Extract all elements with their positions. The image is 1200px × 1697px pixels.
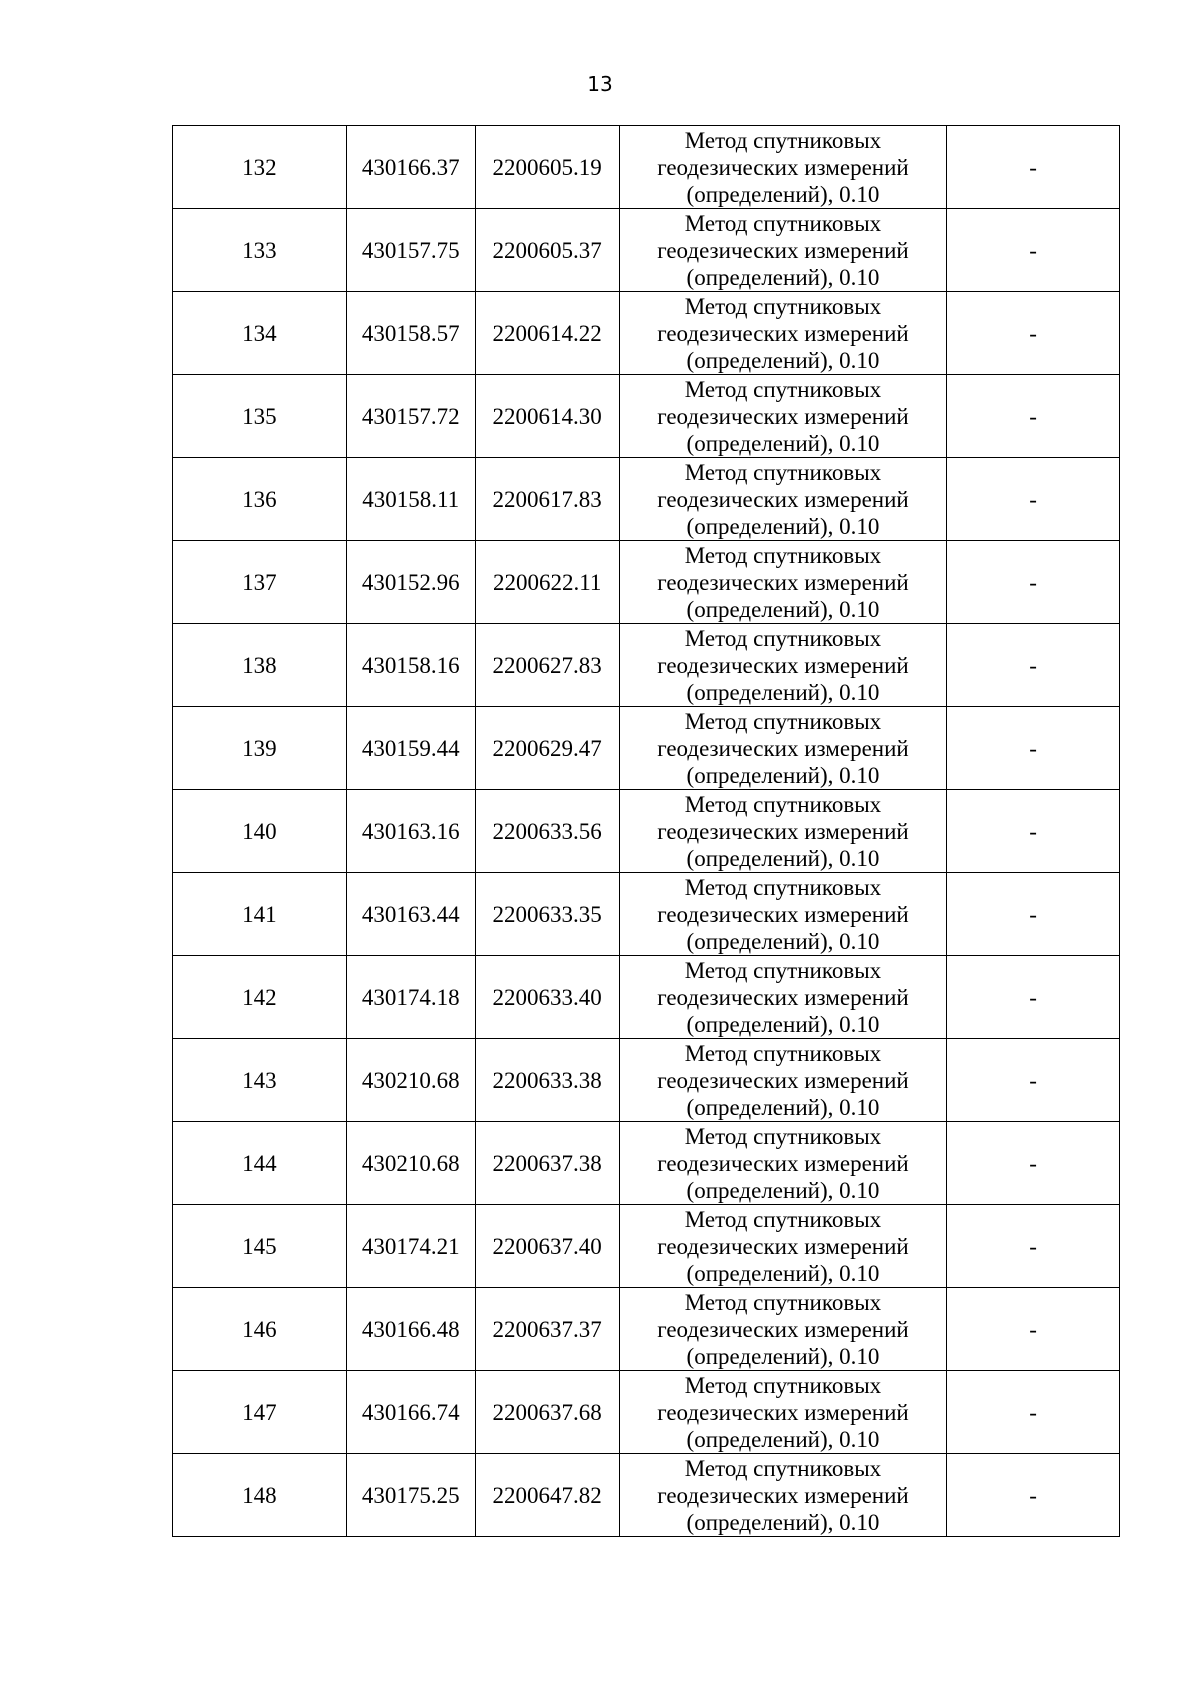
method-cell xyxy=(619,707,947,790)
point-number-cell: 134 xyxy=(173,292,347,375)
method-line: (определений), 0.10 xyxy=(686,1094,880,1120)
method-line: геодезических измерений xyxy=(657,1067,909,1093)
x-coordinate-cell: 430166.74 xyxy=(346,1371,475,1454)
point-number-cell: 141 xyxy=(173,873,347,956)
table-row xyxy=(173,209,1120,292)
method-line: Метод спутниковых xyxy=(684,293,882,319)
extra-cell: - xyxy=(947,707,1120,790)
method-line: (определений), 0.10 xyxy=(686,679,880,705)
method-line: геодезических измерений xyxy=(657,320,909,346)
method-line: Метод спутниковых xyxy=(684,542,882,568)
table-row xyxy=(173,873,1120,956)
extra-cell: - xyxy=(947,1454,1120,1537)
method-cell xyxy=(619,541,947,624)
point-number-cell: 133 xyxy=(173,209,347,292)
method-cell xyxy=(619,956,947,1039)
point-number-cell: 142 xyxy=(173,956,347,1039)
x-coordinate-cell: 430175.25 xyxy=(346,1454,475,1537)
extra-cell: - xyxy=(947,458,1120,541)
table-row xyxy=(173,624,1120,707)
method-line: Метод спутниковых xyxy=(684,127,882,153)
extra-cell: - xyxy=(947,1288,1120,1371)
extra-cell: - xyxy=(947,956,1120,1039)
method-line: Метод спутниковых xyxy=(684,210,882,236)
x-coordinate-cell: 430158.11 xyxy=(346,458,475,541)
table-row xyxy=(173,1454,1120,1537)
table-row xyxy=(173,1039,1120,1122)
method-line: геодезических измерений xyxy=(657,569,909,595)
method-cell xyxy=(619,292,947,375)
table-row xyxy=(173,1288,1120,1371)
method-cell xyxy=(619,1205,947,1288)
x-coordinate-cell: 430159.44 xyxy=(346,707,475,790)
method-cell xyxy=(619,624,947,707)
x-coordinate-cell: 430166.48 xyxy=(346,1288,475,1371)
y-coordinate-cell: 2200617.83 xyxy=(475,458,619,541)
method-cell xyxy=(619,1039,947,1122)
y-coordinate-cell: 2200629.47 xyxy=(475,707,619,790)
x-coordinate-cell: 430152.96 xyxy=(346,541,475,624)
table-row xyxy=(173,707,1120,790)
point-number-cell: 138 xyxy=(173,624,347,707)
method-line: геодезических измерений xyxy=(657,154,909,180)
extra-cell: - xyxy=(947,1371,1120,1454)
method-line: Метод спутниковых xyxy=(684,1040,882,1066)
extra-cell: - xyxy=(947,790,1120,873)
y-coordinate-cell: 2200637.38 xyxy=(475,1122,619,1205)
extra-cell: - xyxy=(947,1039,1120,1122)
y-coordinate-cell: 2200633.35 xyxy=(475,873,619,956)
page-number: 13 xyxy=(587,72,613,96)
x-coordinate-cell: 430158.57 xyxy=(346,292,475,375)
y-coordinate-cell: 2200633.40 xyxy=(475,956,619,1039)
method-line: (определений), 0.10 xyxy=(686,1177,880,1203)
method-line: (определений), 0.10 xyxy=(686,1426,880,1452)
table-row xyxy=(173,1205,1120,1288)
y-coordinate-cell: 2200605.37 xyxy=(475,209,619,292)
point-number-cell: 137 xyxy=(173,541,347,624)
y-coordinate-cell: 2200633.56 xyxy=(475,790,619,873)
point-number-cell: 143 xyxy=(173,1039,347,1122)
coordinates-table-body xyxy=(173,126,1120,1537)
method-line: Метод спутниковых xyxy=(684,376,882,402)
y-coordinate-cell: 2200637.37 xyxy=(475,1288,619,1371)
method-line: Метод спутниковых xyxy=(684,1455,882,1481)
y-coordinate-cell: 2200614.22 xyxy=(475,292,619,375)
y-coordinate-cell: 2200637.68 xyxy=(475,1371,619,1454)
y-coordinate-cell: 2200622.11 xyxy=(475,541,619,624)
method-cell xyxy=(619,375,947,458)
method-line: Метод спутниковых xyxy=(684,459,882,485)
method-line: (определений), 0.10 xyxy=(686,513,880,539)
method-line: (определений), 0.10 xyxy=(686,928,880,954)
method-line: геодезических измерений xyxy=(657,403,909,429)
point-number-cell: 144 xyxy=(173,1122,347,1205)
method-line: (определений), 0.10 xyxy=(686,1343,880,1369)
extra-cell: - xyxy=(947,873,1120,956)
method-line: (определений), 0.10 xyxy=(686,430,880,456)
table-row xyxy=(173,375,1120,458)
extra-cell: - xyxy=(947,126,1120,209)
method-cell xyxy=(619,1371,947,1454)
method-line: (определений), 0.10 xyxy=(686,264,880,290)
table-row xyxy=(173,790,1120,873)
point-number-cell: 146 xyxy=(173,1288,347,1371)
method-line: геодезических измерений xyxy=(657,1150,909,1176)
method-line: Метод спутниковых xyxy=(684,1123,882,1149)
method-line: Метод спутниковых xyxy=(684,791,882,817)
table-row xyxy=(173,956,1120,1039)
extra-cell: - xyxy=(947,624,1120,707)
method-line: геодезических измерений xyxy=(657,984,909,1010)
extra-cell: - xyxy=(947,541,1120,624)
method-line: Метод спутниковых xyxy=(684,1372,882,1398)
table-row xyxy=(173,541,1120,624)
y-coordinate-cell: 2200605.19 xyxy=(475,126,619,209)
method-line: геодезических измерений xyxy=(657,1399,909,1425)
table-row xyxy=(173,1371,1120,1454)
y-coordinate-cell: 2200647.82 xyxy=(475,1454,619,1537)
extra-cell: - xyxy=(947,1205,1120,1288)
table-row xyxy=(173,1122,1120,1205)
x-coordinate-cell: 430166.37 xyxy=(346,126,475,209)
method-line: (определений), 0.10 xyxy=(686,181,880,207)
y-coordinate-cell: 2200633.38 xyxy=(475,1039,619,1122)
x-coordinate-cell: 430158.16 xyxy=(346,624,475,707)
point-number-cell: 147 xyxy=(173,1371,347,1454)
point-number-cell: 136 xyxy=(173,458,347,541)
extra-cell: - xyxy=(947,209,1120,292)
method-line: геодезических измерений xyxy=(657,486,909,512)
table-row xyxy=(173,458,1120,541)
point-number-cell: 139 xyxy=(173,707,347,790)
method-line: (определений), 0.10 xyxy=(686,1509,880,1535)
point-number-cell: 148 xyxy=(173,1454,347,1537)
extra-cell: - xyxy=(947,292,1120,375)
method-line: (определений), 0.10 xyxy=(686,596,880,622)
method-line: (определений), 0.10 xyxy=(686,1011,880,1037)
x-coordinate-cell: 430174.18 xyxy=(346,956,475,1039)
method-line: Метод спутниковых xyxy=(684,874,882,900)
method-cell xyxy=(619,1288,947,1371)
method-line: Метод спутниковых xyxy=(684,625,882,651)
method-line: геодезических измерений xyxy=(657,735,909,761)
method-cell xyxy=(619,873,947,956)
extra-cell: - xyxy=(947,375,1120,458)
method-line: (определений), 0.10 xyxy=(686,762,880,788)
method-line: геодезических измерений xyxy=(657,237,909,263)
method-line: геодезических измерений xyxy=(657,901,909,927)
x-coordinate-cell: 430174.21 xyxy=(346,1205,475,1288)
x-coordinate-cell: 430157.75 xyxy=(346,209,475,292)
y-coordinate-cell: 2200627.83 xyxy=(475,624,619,707)
method-cell xyxy=(619,126,947,209)
method-line: геодезических измерений xyxy=(657,1316,909,1342)
table-row xyxy=(173,292,1120,375)
extra-cell: - xyxy=(947,1122,1120,1205)
method-line: (определений), 0.10 xyxy=(686,845,880,871)
method-line: геодезических измерений xyxy=(657,652,909,678)
method-cell xyxy=(619,1454,947,1537)
point-number-cell: 145 xyxy=(173,1205,347,1288)
x-coordinate-cell: 430163.16 xyxy=(346,790,475,873)
method-line: Метод спутниковых xyxy=(684,1206,882,1232)
x-coordinate-cell: 430210.68 xyxy=(346,1039,475,1122)
method-line: геодезических измерений xyxy=(657,1482,909,1508)
point-number-cell: 135 xyxy=(173,375,347,458)
method-cell xyxy=(619,458,947,541)
y-coordinate-cell: 2200614.30 xyxy=(475,375,619,458)
method-line: (определений), 0.10 xyxy=(686,1260,880,1286)
x-coordinate-cell: 430157.72 xyxy=(346,375,475,458)
method-line: геодезических измерений xyxy=(657,1233,909,1259)
method-line: (определений), 0.10 xyxy=(686,347,880,373)
coordinates-table xyxy=(172,125,1120,1537)
method-cell xyxy=(619,790,947,873)
method-line: Метод спутниковых xyxy=(684,957,882,983)
x-coordinate-cell: 430210.68 xyxy=(346,1122,475,1205)
method-cell xyxy=(619,1122,947,1205)
y-coordinate-cell: 2200637.40 xyxy=(475,1205,619,1288)
method-line: геодезических измерений xyxy=(657,818,909,844)
x-coordinate-cell: 430163.44 xyxy=(346,873,475,956)
method-line: Метод спутниковых xyxy=(684,1289,882,1315)
table-row xyxy=(173,126,1120,209)
point-number-cell: 140 xyxy=(173,790,347,873)
method-line: Метод спутниковых xyxy=(684,708,882,734)
method-cell xyxy=(619,209,947,292)
point-number-cell: 132 xyxy=(173,126,347,209)
